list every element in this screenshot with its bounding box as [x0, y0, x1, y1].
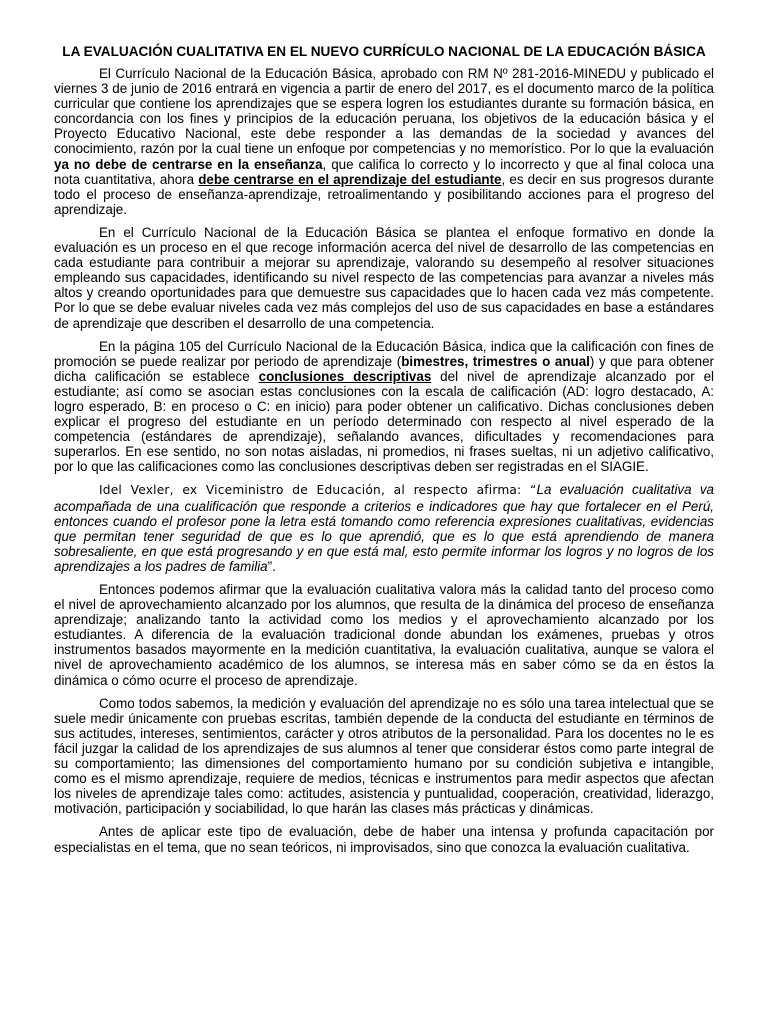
quote-attribution: Idel Vexler, ex Viceministro de Educación, al respecto afirma: “: [99, 483, 537, 498]
paragraph-5: Entonces podemos afirmar que la evaluación cualitativa valora más la calidad tanto del proceso como el nivel de aprovechamiento alcanzado por los alumnos, que resulta de la dinámica del proceso de enseñanza aprendizaje; analizando tanto la actividad como los medios y el aprovechamiento alcanzado por los estudiantes. A diferencia de la evaluación tradicional donde abundan los exámenes, pruebas y otros instrumentos basados mayormente en la medición cuantitativa, la evaluación cualitativa, aunque se valora el nivel de aprovechamiento académico de los alumnos, se interesa más en saber cómo se da en éstos la dinámica o cómo ocurre el proceso de aprendizaje.: [54, 582, 714, 688]
p3-bold-phrase: bimestres, trimestres o anual: [401, 353, 590, 369]
p3-text-a: En la página 105 del Currículo Nacional de la Educación Básica, indica que la calificación con fines de promoción se puede realizar por periodo de aprendizaje (: [54, 338, 714, 369]
paragraph-7: Antes de aplicar este tipo de evaluación, debe de haber una intensa y profunda capacitación por especialistas en el tema, que no sean teóricos, ni improvisados, sino que conozca la evaluación cualitativa.: [54, 824, 714, 855]
p1-text-e: , es decir en sus progresos durante todo el proceso de enseñanza-aprendizaje, retroalimentando y posibilitando acciones para el progreso del aprendizaje.: [54, 171, 715, 217]
p1-underlined-phrase: debe centrarse en el aprendizaje del estudiante: [198, 171, 502, 187]
quote-text: La evaluación cualitativa va acompañada de una cualificación que responde a criterios e indicadores que hay que fortalecer en el Perú, entonces cuando el profesor pone la letra está tomando como referencia expresiones cualitativas, evidencias que permitan tener seguridad de que es lo que aprendió, que es lo que está aprendiendo de manera sobresaliente, en que está progresando y en que está mal, esto permite informar los logros y no logros de los aprendizajes a los padres de familia: [54, 482, 714, 574]
document-title: LA EVALUACIÓN CUALITATIVA EN EL NUEVO CURRÍCULO NACIONAL DE LA EDUCACIÓN BÁSICA: [62, 44, 706, 59]
p1-bold-phrase: ya no debe de centrarse en la enseñanza: [54, 156, 323, 172]
paragraph-4-quote: [54, 482, 714, 574]
p3-underlined-phrase: conclusiones descriptivas: [258, 368, 432, 384]
paragraph-2: En el Currículo Nacional de la Educación Básica se plantea el enfoque formativo en donde la evaluación es un proceso en el que recoge información acerca del nivel de desarrollo de las competencias en cada estudiante para contribuir a mejorar su aprendizaje, valorando su desempeño al resolver situaciones empleando sus capacidades, identificando su nivel respecto de las competencias para avanzar a niveles más altos y creando oportunidades para que demuestre sus capacidades que lo hacen cada vez más competente. Por lo que se debe evaluar niveles cada vez más complejos del uso de sus capacidades en base a estándares de aprendizaje que describen el desarrollo de una competencia.: [54, 224, 714, 331]
paragraph-3: [54, 339, 714, 475]
p1-text-a: El Currículo Nacional de la Educación Básica, aprobado con RM Nº 281-2016-MINEDU y publicado el viernes 3 de junio de 2016 entrará en vigencia a partir de enero del 2017, es el documento marco de la política curricular que contiene los aprendizajes que se espera logren los estudiantes durante su formación básica, en concordancia con los fines y principios de la educación peruana, los objetivos de la educación básica y el Proyecto Educativo Nacional, este debe responder a las demandas de la sociedad y avances del conocimiento, razón por la cual tiene un enfoque por competencias y no memorístico. Por lo que la evaluación: [54, 66, 714, 157]
paragraph-1: [54, 66, 714, 217]
p1-text-c: , que califica lo correcto y lo incorrecto y que al final coloca una nota cuantitativa, ahora: [54, 156, 714, 187]
paragraph-6: Como todos sabemos, la medición y evaluación del aprendizaje no es sólo una tarea intelectual que se suele medir únicamente con pruebas escritas, también depende de la conducta del estudiante en términos de sus actitudes, intereses, sentimientos, carácter y otros atributos de la personalidad. Para los docentes no le es fácil juzgar la calidad de los aprendizajes de sus alumnos al tener que considerar éstos como parte integral de su comportamiento; las dimensiones del comportamiento humano por su condición subjetiva e intangible, como es el mismo aprendizaje, requiere de medios, técnicas e instrumentos para medir aspectos que afectan los niveles de aprendizaje tales como: actitudes, asistencia y puntualidad, cooperación, creatividad, liderazgo, motivación, participación y sociabilidad, lo que harán las clases más prácticas y dinámicas.: [54, 695, 714, 817]
quote-end: ”.: [267, 558, 276, 574]
p3-text-e: del nivel de aprendizaje alcanzado por el estudiante; así como se asocian estas conclusiones con la escala de calificación (AD: logro destacado, A: logro esperado, B: en proceso o C: en inicio) para poder obtener un calificativo. Dichas conclusiones deben explicar el progreso del estudiante en un período determinado con respecto al nivel esperado de la competencia (estándares de aprendizaje), señalando avances, dificultades y recomendaciones para superarlos. En ese sentido, no son notas aisladas, ni promedios, ni frases sueltas, ni un adjetivo calificativo, por lo que las calificaciones como las conclusiones descriptivas deben ser registradas en el SIAGIE.: [54, 368, 715, 475]
p3-text-c: ) y que para obtener dicha calificación se establece: [54, 353, 714, 384]
